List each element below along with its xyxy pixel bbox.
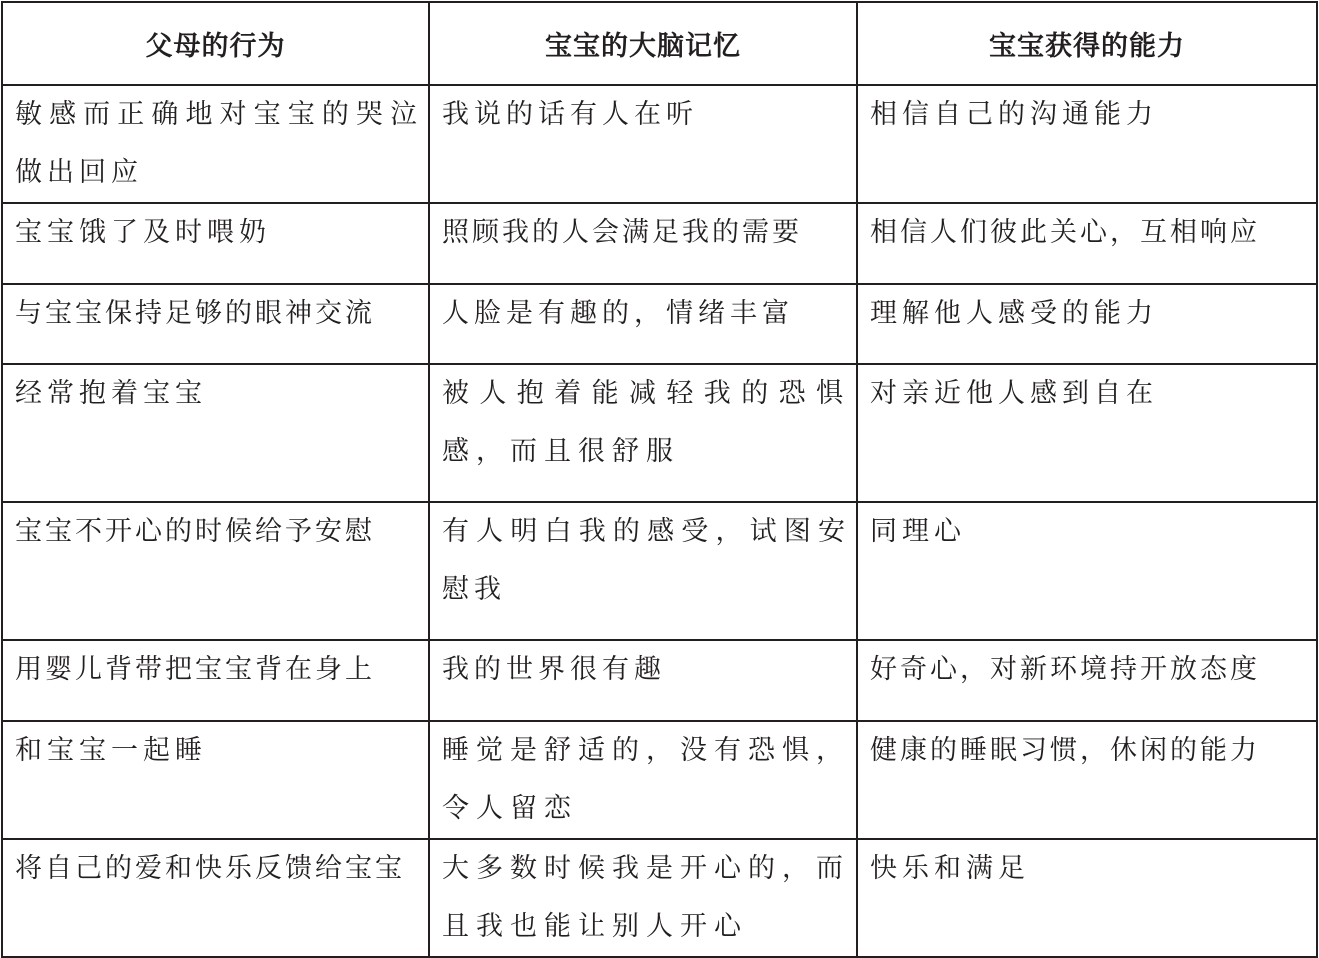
parent-behavior-cell: 和宝宝一起睡: [2, 721, 429, 839]
header-row: [2, 2, 1317, 85]
baby-ability-cell: 相信自己的沟通能力: [857, 85, 1317, 203]
header-parent-behavior: 父母的行为: [2, 2, 429, 85]
parenting-table: [1, 1, 1318, 958]
baby-ability-cell: 快乐和满足: [857, 839, 1317, 957]
baby-memory-cell: 睡觉是舒适的，没有恐惧，令人留恋: [429, 721, 857, 839]
table-row: [2, 85, 1317, 203]
baby-memory-cell: 我说的话有人在听: [429, 85, 857, 203]
table-row: [2, 502, 1317, 640]
header-baby-memory: 宝宝的大脑记忆: [429, 2, 857, 85]
parent-behavior-cell: 将自己的爱和快乐反馈给宝宝: [2, 839, 429, 957]
parent-behavior-cell: 经常抱着宝宝: [2, 364, 429, 502]
parent-behavior-cell: 宝宝不开心的时候给予安慰: [2, 502, 429, 640]
parent-behavior-cell: 敏感而正确地对宝宝的哭泣做出回应: [2, 85, 429, 203]
baby-ability-cell: 对亲近他人感到自在: [857, 364, 1317, 502]
parent-behavior-cell: 宝宝饿了及时喂奶: [2, 203, 429, 284]
parent-behavior-cell: 与宝宝保持足够的眼神交流: [2, 284, 429, 364]
table-row: [2, 364, 1317, 502]
baby-memory-cell: 我的世界很有趣: [429, 640, 857, 721]
table-row: [2, 203, 1317, 284]
baby-ability-cell: 理解他人感受的能力: [857, 284, 1317, 364]
baby-ability-cell: 同理心: [857, 502, 1317, 640]
baby-memory-cell: 被人抱着能减轻我的恐惧感，而且很舒服: [429, 364, 857, 502]
parent-behavior-cell: 用婴儿背带把宝宝背在身上: [2, 640, 429, 721]
table-row: [2, 640, 1317, 721]
table-row: [2, 839, 1317, 957]
table-row: [2, 721, 1317, 839]
baby-memory-cell: 大多数时候我是开心的，而且我也能让别人开心: [429, 839, 857, 957]
baby-memory-cell: 照顾我的人会满足我的需要: [429, 203, 857, 284]
baby-ability-cell: 健康的睡眠习惯，休闲的能力: [857, 721, 1317, 839]
baby-memory-cell: 有人明白我的感受，试图安慰我: [429, 502, 857, 640]
baby-ability-cell: 好奇心，对新环境持开放态度: [857, 640, 1317, 721]
table-row: [2, 284, 1317, 364]
header-baby-ability: 宝宝获得的能力: [857, 2, 1317, 85]
baby-memory-cell: 人脸是有趣的，情绪丰富: [429, 284, 857, 364]
baby-ability-cell: 相信人们彼此关心，互相响应: [857, 203, 1317, 284]
